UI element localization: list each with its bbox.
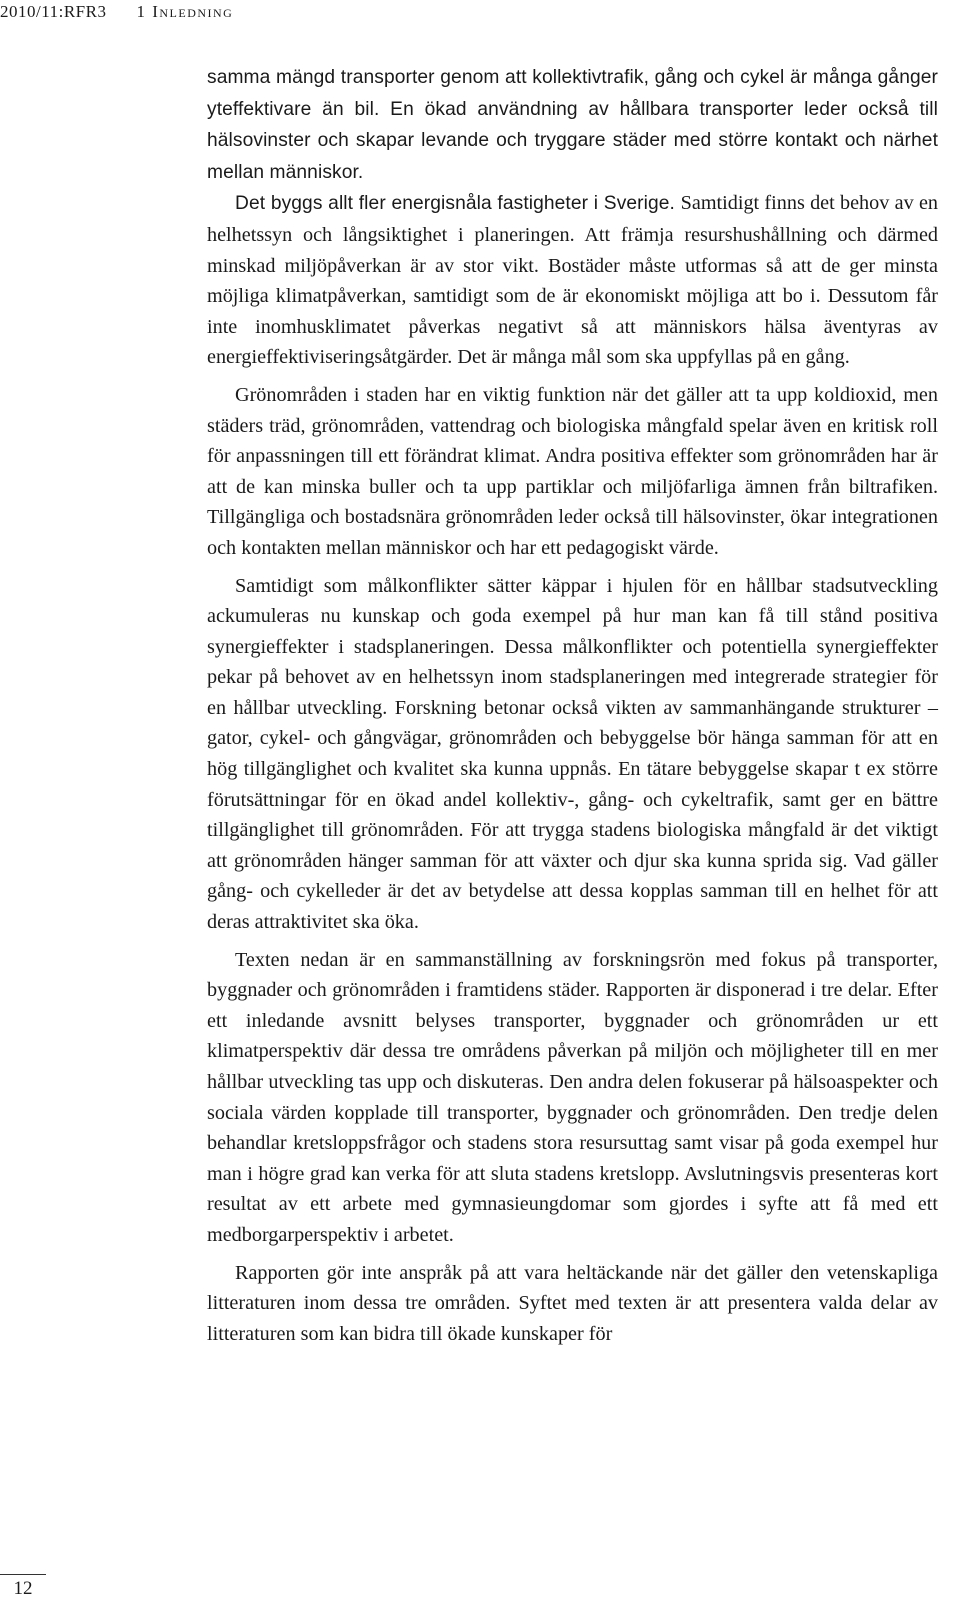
text-run: Samtidigt finns det behov av en helhetssyn och långsiktighet i planeringen. Att främja resurshushållning och därmed minskad miljöpåverkan är av stor vikt. Bostäder måste utformas så att de ger minsta möjliga klimatpåverkan, samtidigt som de är ekonomiskt möjliga att bo i. Dessutom får inte inomhusklimatet påverkas negativt så att människors hälsa äventyras av energieffektiviseringsåtgärder. Det är många mål som ska uppfyllas på en gång. [207, 192, 938, 369]
running-header [0, 2, 233, 22]
chapter-title: 1 Inledning [136, 2, 234, 21]
text-run: Det byggs allt fler energisnåla fastigheter i Sverige. [235, 193, 681, 215]
paragraph [207, 945, 938, 1251]
paragraph [207, 1258, 938, 1350]
paragraph [207, 62, 938, 188]
text-run: Grönområden i staden har en viktig funktion när det gäller att ta upp koldioxid, men städers träd, grönområden, vattendrag och biologiska mångfald spelar även en kritisk roll för anpassningen till ett förändrat klimat. Andra positiva effekter som grönområden har är att de kan minska buller och ta upp partiklar och miljöfarliga ämnen från biltrafiken. Tillgängliga och bostadsnära grönområden leder också till hälsovinster, ökar integrationen och kontakten mellan människor och har ett pedagogiskt värde. [207, 383, 938, 559]
paragraph [207, 188, 938, 373]
paragraph [207, 571, 938, 938]
text-run: samma mängd transporter genom att kollektivtrafik, gång och cykel är många gånger yteffektivare än bil. En ökad användning av hållbara transporter leder också till hälsovinster och skapar levande och tryggare städer med större kontakt och närhet mellan människor. [207, 67, 938, 183]
report-code: 2010/11:RFR3 [0, 2, 107, 21]
page-number: 12 [0, 1574, 46, 1600]
paragraph [207, 380, 938, 564]
text-run: Rapporten gör inte anspråk på att vara heltäckande när det gäller den vetenskapliga litteraturen inom dessa tre områden. Syftet med texten är att presentera valda delar av litteraturen som kan bidra till ökade kunskaper för [207, 1261, 938, 1345]
body-text [207, 62, 938, 1349]
text-run: Samtidigt som målkonflikter sätter käppar i hjulen för en hållbar stadsutveckling ackumuleras nu kunskap och goda exempel på hur man kan få till stånd positiva synergieffekter i stadsplaneringen. Dessa målkonflikter och potentiella synergieffekter pekar på behovet av en helhetssyn inom stadsplaneringen med integrerade strategier för en hållbar utveckling. Forskning betonar också vikten av sammanhängande strukturer – gator, cykel- och gångvägar, grönområden och bebyggelse bör hänga samman för att en hög tillgänglighet och kvalitet ska kunna uppnås. En tätare bebyggelse skapar t ex större förutsättningar för en ökad andel kollektiv-, gång- och cykeltrafik, samt ger en bättre tillgänglighet till grönområden. För att trygga stadens biologiska mångfald är det viktigt att grönområden hänger samman för att växter och djur ska kunna sprida sig. Vad gäller gång- och cykelleder är det av betydelse att dessa kopplas samman till en helhet för att deras attraktivitet ska öka. [207, 574, 938, 934]
text-run: Texten nedan är en sammanställning av forskningsrön med fokus på transporter, byggnader och grönområden i framtidens städer. Rapporten är disponerad i tre delar. Efter ett inledande avsnitt belyses transporter, byggnader och grönområden ur ett klimatperspektiv där dessa tre områdens påverkan på miljön och möjligheter till en mer hållbar utveckling tas upp och diskuteras. Den andra delen fokuserar på hälsoaspekter och sociala värden kopplade till transporter, byggnader och grönområden. Den tredje delen behandlar kretsloppsfrågor och stadens stora resursuttag samt visar på goda exempel hur man i högre grad kan verka för att sluta stadens kretslopp. Avslutningsvis presenteras kort resultat av ett arbete med gymnasieungdomar som gjordes i syfte att få med ett medborgarperspektiv i arbetet. [207, 948, 938, 1246]
